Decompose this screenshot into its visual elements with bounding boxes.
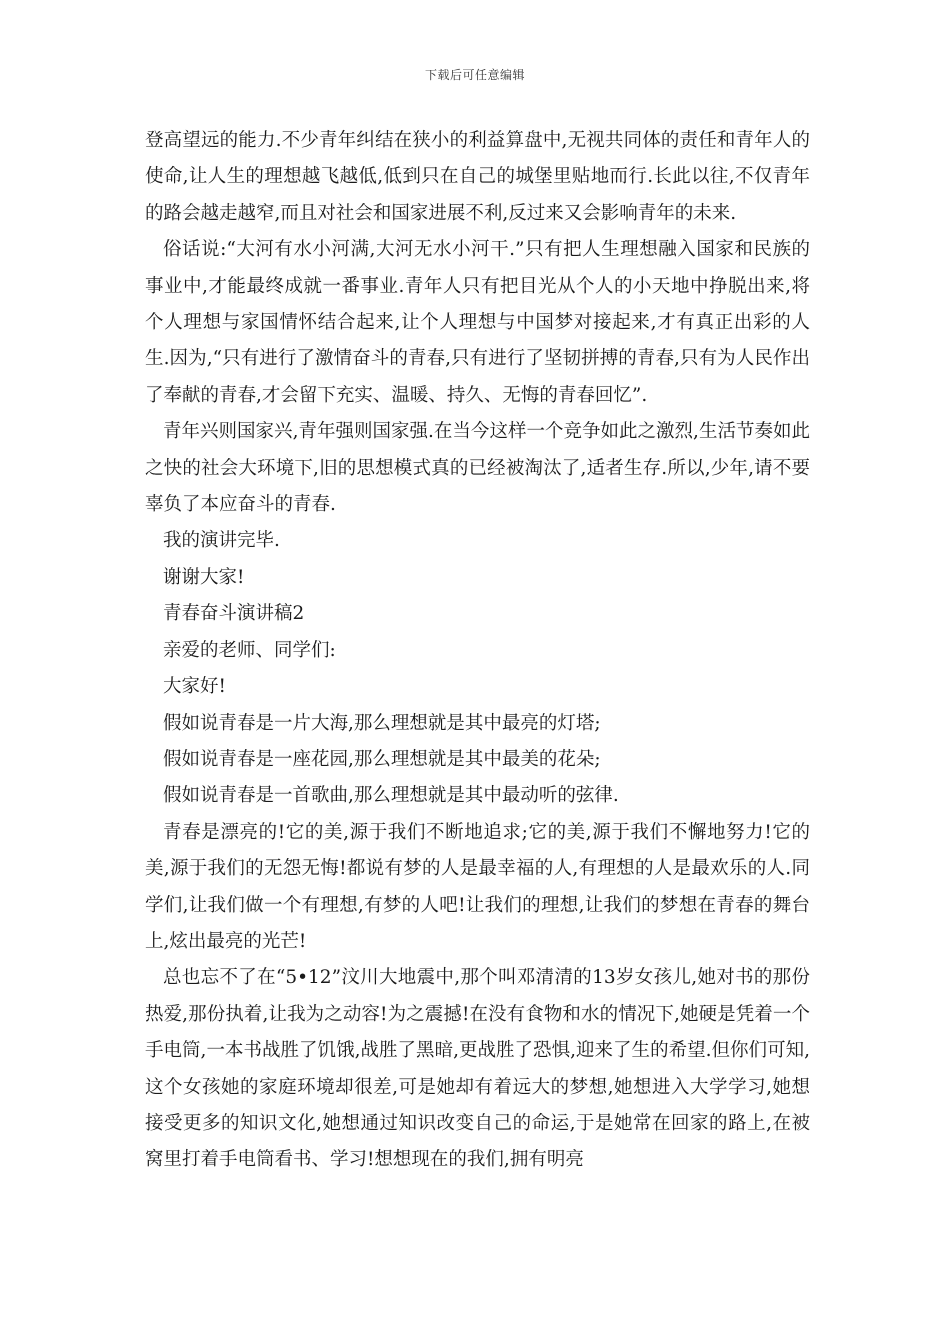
paragraph: 青春是漂亮的!它的美,源于我们不断地追求;它的美,源于我们不懈地努力!它的美,源于我们的无怨无悔!都说有梦的人是最幸福的人,有理想的人是最欢乐的人.同学们,让我们做一个有理想,有梦的人吧!让我们的理想,让我们的梦想在青春的舞台上,炫出最亮的光芒! <box>145 821 810 952</box>
paragraph: 总也忘不了在“5•12”汶川大地震中,那个叫邓清清的13岁女孩儿,她对书的那份热爱,那份执着,让我为之动容!为之震撼!在没有食物和水的情况下,她硬是凭着一个手电筒,一本书战胜了饥饿,战胜了黑暗,更战胜了恐惧,迎来了生的希望.但你们可知,这个女孩她的家庭环境却很差,可是她却有着远大的梦想,她想进入大学学习,她想接受更多的知识文化,她想通过知识改变自己的命运,于是她常在回家的路上,在被窝里打着手电筒看书、学习!想想现在的我们,拥有明亮 <box>145 967 810 1171</box>
paragraph: 假如说青春是一片大海,那么理想就是其中最亮的灯塔; <box>163 712 601 734</box>
paragraph: 青年兴则国家兴,青年强则国家强.在当今这样一个竞争如此之激烈,生活节奏如此之快的社会大环境下,旧的思想模式真的已经被淘汰了,适者生存.所以,少年,请不要辜负了本应奋斗的青春. <box>145 421 810 516</box>
page-header: 下载后可任意编辑 <box>424 68 525 82</box>
document-body <box>145 123 810 1179</box>
greeting: 大家好! <box>163 676 226 698</box>
salutation: 亲爱的老师、同学们: <box>163 639 336 661</box>
paragraph: 俗话说:“大河有水小河满,大河无水小河干.”只有把人生理想融入国家和民族的事业中,才能最终成就一番事业.青年人只有把目光从个人的小天地中挣脱出来,将个人理想与家国情怀结合起来,让个人理想与中国梦对接起来,才有真正出彩的人生.因为,“只有进行了激情奋斗的青春,只有进行了坚韧拼搏的青春,只有为人民作出了奉献的青春,才会留下充实、温暖、持久、无悔的青春回忆”. <box>145 239 810 406</box>
paragraph: 假如说青春是一首歌曲,那么理想就是其中最动听的弦律. <box>163 785 619 807</box>
thanks-line: 谢谢大家! <box>163 566 245 588</box>
speech-title: 青春奋斗演讲稿2 <box>163 603 305 625</box>
closing-line: 我的演讲完毕. <box>163 530 280 552</box>
paragraph: 登高望远的能力.不少青年纠结在狭小的利益算盘中,无视共同体的责任和青年人的使命,让人生的理想越飞越低,低到只在自己的城堡里贴地而行.长此以往,不仅青年的路会越走越窄,而且对社会和国家进展不利,反过来又会影响青年的未来. <box>145 130 810 224</box>
paragraph: 假如说青春是一座花园,那么理想就是其中最美的花朵; <box>163 748 601 770</box>
